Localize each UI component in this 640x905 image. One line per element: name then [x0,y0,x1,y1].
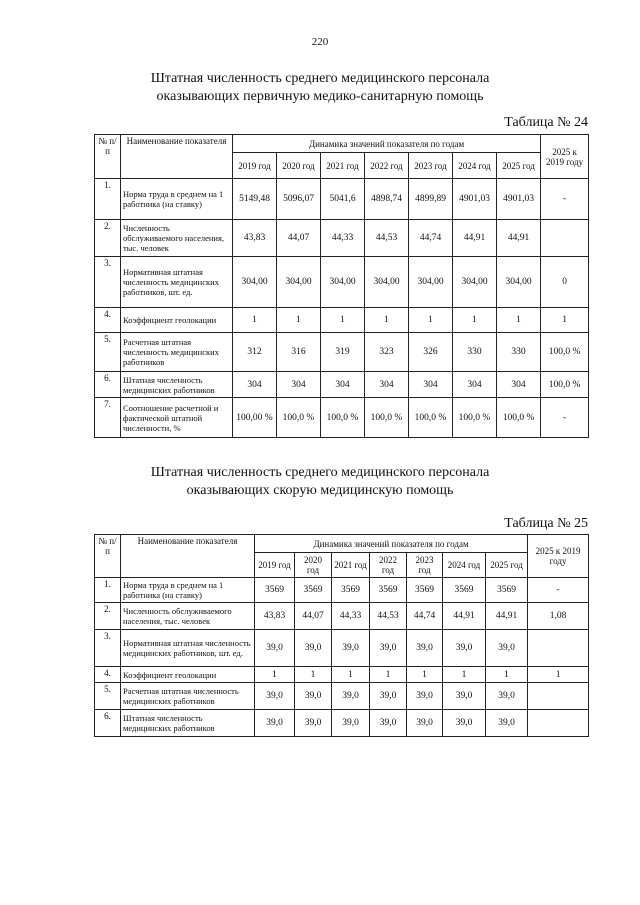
table24-label: Таблица № 24 [504,115,588,130]
row-value: 326 [409,333,453,372]
row-value: 39,0 [486,710,528,737]
row-value: 3569 [443,578,486,603]
header-year: 2020 год [295,553,332,578]
table-row [95,683,589,710]
row-value: 1 [407,667,443,683]
header-dynamics: Динамика значений показателя по годам [233,135,541,153]
row-value: 39,0 [407,630,443,667]
row-name: Расчетная штатная численность медицинских работников [121,333,233,372]
row-value: 43,83 [255,603,295,630]
table-row [95,630,589,667]
row-value: 304 [233,372,277,398]
row-value: 100,0 % [365,398,409,438]
table-row [95,710,589,737]
row-value: 4901,03 [497,179,541,220]
row-value: 3569 [370,578,407,603]
row-ratio: 100,0 % [541,372,589,398]
row-index: 6. [95,710,121,737]
section2-title-line2: оказывающих скорую медицинскую помощь [186,483,454,498]
row-value: 4901,03 [453,179,497,220]
row-value: 304,00 [453,257,497,308]
header-year: 2021 год [332,553,370,578]
row-value: 44,74 [409,220,453,257]
section2-title-line1: Штатная численность среднего медицинского персонала [150,465,490,480]
header-year: 2022 год [370,553,407,578]
row-value: 1 [295,667,332,683]
row-value: 304,00 [277,257,321,308]
row-value: 44,91 [497,220,541,257]
row-value: 304,00 [321,257,365,308]
row-index: 6. [95,372,121,398]
row-value: 312 [233,333,277,372]
row-value: 1 [443,667,486,683]
table-row [95,603,589,630]
header-year: 2025 год [486,553,528,578]
row-ratio: 1,08 [528,603,589,630]
row-value: 44,07 [277,220,321,257]
row-value: 43,83 [233,220,277,257]
header-year: 2024 год [443,553,486,578]
row-index: 3. [95,630,121,667]
header-year: 2024 год [453,153,497,179]
row-value: 100,0 % [321,398,365,438]
row-value: 304 [497,372,541,398]
row-value: 39,0 [370,710,407,737]
row-value: 5041,6 [321,179,365,220]
section1-title-line2: оказывающих первичную медико-санитарную помощь [156,89,484,104]
table-row [95,398,589,438]
table-header-row [95,535,589,553]
row-value: 1 [370,667,407,683]
row-name: Норма труда в среднем на 1 работника (на ставку) [121,578,255,603]
row-value: 39,0 [486,683,528,710]
header-year: 2025 год [497,153,541,179]
row-index: 1. [95,179,121,220]
row-index: 7. [95,398,121,438]
row-value: 39,0 [443,710,486,737]
row-value: 39,0 [332,710,370,737]
row-index: 2. [95,220,121,257]
row-value: 39,0 [295,683,332,710]
row-name: Нормативная штатная численность медицинских работников, шт. ед. [121,257,233,308]
row-value: 1 [365,308,409,333]
row-value: 44,91 [486,603,528,630]
row-name: Соотношение расчетной и фактической штатной численности, % [121,398,233,438]
row-value: 39,0 [332,683,370,710]
table-row [95,667,589,683]
row-value: 39,0 [255,683,295,710]
row-value: 304,00 [233,257,277,308]
row-index: 3. [95,257,121,308]
row-value: 44,91 [453,220,497,257]
row-value: 3569 [407,578,443,603]
row-name: Коэффициент геолокации [121,308,233,333]
row-value: 304 [453,372,497,398]
table-row [95,333,589,372]
header-year: 2023 год [407,553,443,578]
table-row [95,578,589,603]
row-value: 44,53 [365,220,409,257]
row-ratio: 0 [541,257,589,308]
row-value: 5096,07 [277,179,321,220]
row-ratio: - [541,179,589,220]
row-value: 44,07 [295,603,332,630]
header-name: Наименование показателя [121,135,233,179]
row-index: 4. [95,308,121,333]
row-value: 4898,74 [365,179,409,220]
row-value: 39,0 [407,710,443,737]
table-row [95,372,589,398]
header-dynamics: Динамика значений показателя по годам [255,535,528,553]
page-number: 220 [311,36,329,48]
row-value: 1 [277,308,321,333]
row-value: 323 [365,333,409,372]
row-value: 39,0 [443,683,486,710]
row-value: 304 [365,372,409,398]
row-value: 39,0 [370,630,407,667]
row-value: 4899,89 [409,179,453,220]
row-value: 1 [233,308,277,333]
row-value: 100,00 % [233,398,277,438]
row-value: 5149,48 [233,179,277,220]
row-value: 100,0 % [453,398,497,438]
header-ratio: 2025 к 2019 году [541,135,589,179]
row-value: 100,0 % [409,398,453,438]
row-value: 39,0 [443,630,486,667]
row-ratio [528,683,589,710]
row-name: Расчетная штатная численность медицинских работников [121,683,255,710]
row-value: 3569 [295,578,332,603]
row-value: 304 [409,372,453,398]
row-ratio: 1 [541,308,589,333]
header-name: Наименование показателя [121,535,255,578]
row-value: 39,0 [370,683,407,710]
row-value: 330 [453,333,497,372]
header-num: № п/п [95,135,121,179]
header-year: 2019 год [233,153,277,179]
row-index: 5. [95,333,121,372]
row-value: 44,33 [321,220,365,257]
table-row [95,257,589,308]
row-ratio: 1 [528,667,589,683]
row-value: 39,0 [255,630,295,667]
table-24 [94,134,589,438]
row-value: 100,0 % [277,398,321,438]
row-name: Численность обслуживаемого населения, тыс. человек [121,603,255,630]
row-value: 304 [277,372,321,398]
row-value: 44,33 [332,603,370,630]
header-year: 2021 год [321,153,365,179]
row-value: 3569 [255,578,295,603]
row-value: 1 [321,308,365,333]
row-value: 1 [486,667,528,683]
row-value: 44,74 [407,603,443,630]
row-index: 4. [95,667,121,683]
header-year: 2019 год [255,553,295,578]
table-row [95,179,589,220]
row-value: 39,0 [407,683,443,710]
row-value: 39,0 [295,710,332,737]
row-value: 1 [255,667,295,683]
row-value: 304,00 [497,257,541,308]
header-num: № п/п [95,535,121,578]
header-year: 2023 год [409,153,453,179]
table-row [95,308,589,333]
row-value: 304,00 [365,257,409,308]
row-value: 330 [497,333,541,372]
row-value: 1 [409,308,453,333]
row-index: 5. [95,683,121,710]
row-index: 1. [95,578,121,603]
row-ratio: - [541,398,589,438]
row-value: 316 [277,333,321,372]
table-25 [94,534,589,737]
row-value: 319 [321,333,365,372]
table25-label: Таблица № 25 [504,516,588,531]
row-value: 39,0 [255,710,295,737]
row-value: 304 [321,372,365,398]
row-value: 39,0 [295,630,332,667]
row-name: Штатная численность медицинских работников [121,372,233,398]
row-name: Штатная численность медицинских работников [121,710,255,737]
row-value: 3569 [332,578,370,603]
row-value: 44,91 [443,603,486,630]
row-ratio: - [528,578,589,603]
row-value: 304,00 [409,257,453,308]
row-value: 1 [332,667,370,683]
header-year: 2020 год [277,153,321,179]
header-year: 2022 год [365,153,409,179]
table-header-row [95,135,589,153]
row-name: Нормативная штатная численность медицинских работников, шт. ед. [121,630,255,667]
row-value: 1 [497,308,541,333]
row-index: 2. [95,603,121,630]
row-ratio [528,630,589,667]
table-row [95,220,589,257]
row-ratio [541,220,589,257]
row-value: 39,0 [486,630,528,667]
row-name: Численность обслуживаемого населения, тыс. человек [121,220,233,257]
row-value: 1 [453,308,497,333]
row-name: Коэффициент геолокации [121,667,255,683]
row-ratio [528,710,589,737]
row-value: 39,0 [332,630,370,667]
row-ratio: 100,0 % [541,333,589,372]
header-ratio: 2025 к 2019 году [528,535,589,578]
row-value: 100,0 % [497,398,541,438]
row-value: 3569 [486,578,528,603]
row-name: Норма труда в среднем на 1 работника (на ставку) [121,179,233,220]
section1-title-line1: Штатная численность среднего медицинского персонала [150,71,490,86]
row-value: 44,53 [370,603,407,630]
